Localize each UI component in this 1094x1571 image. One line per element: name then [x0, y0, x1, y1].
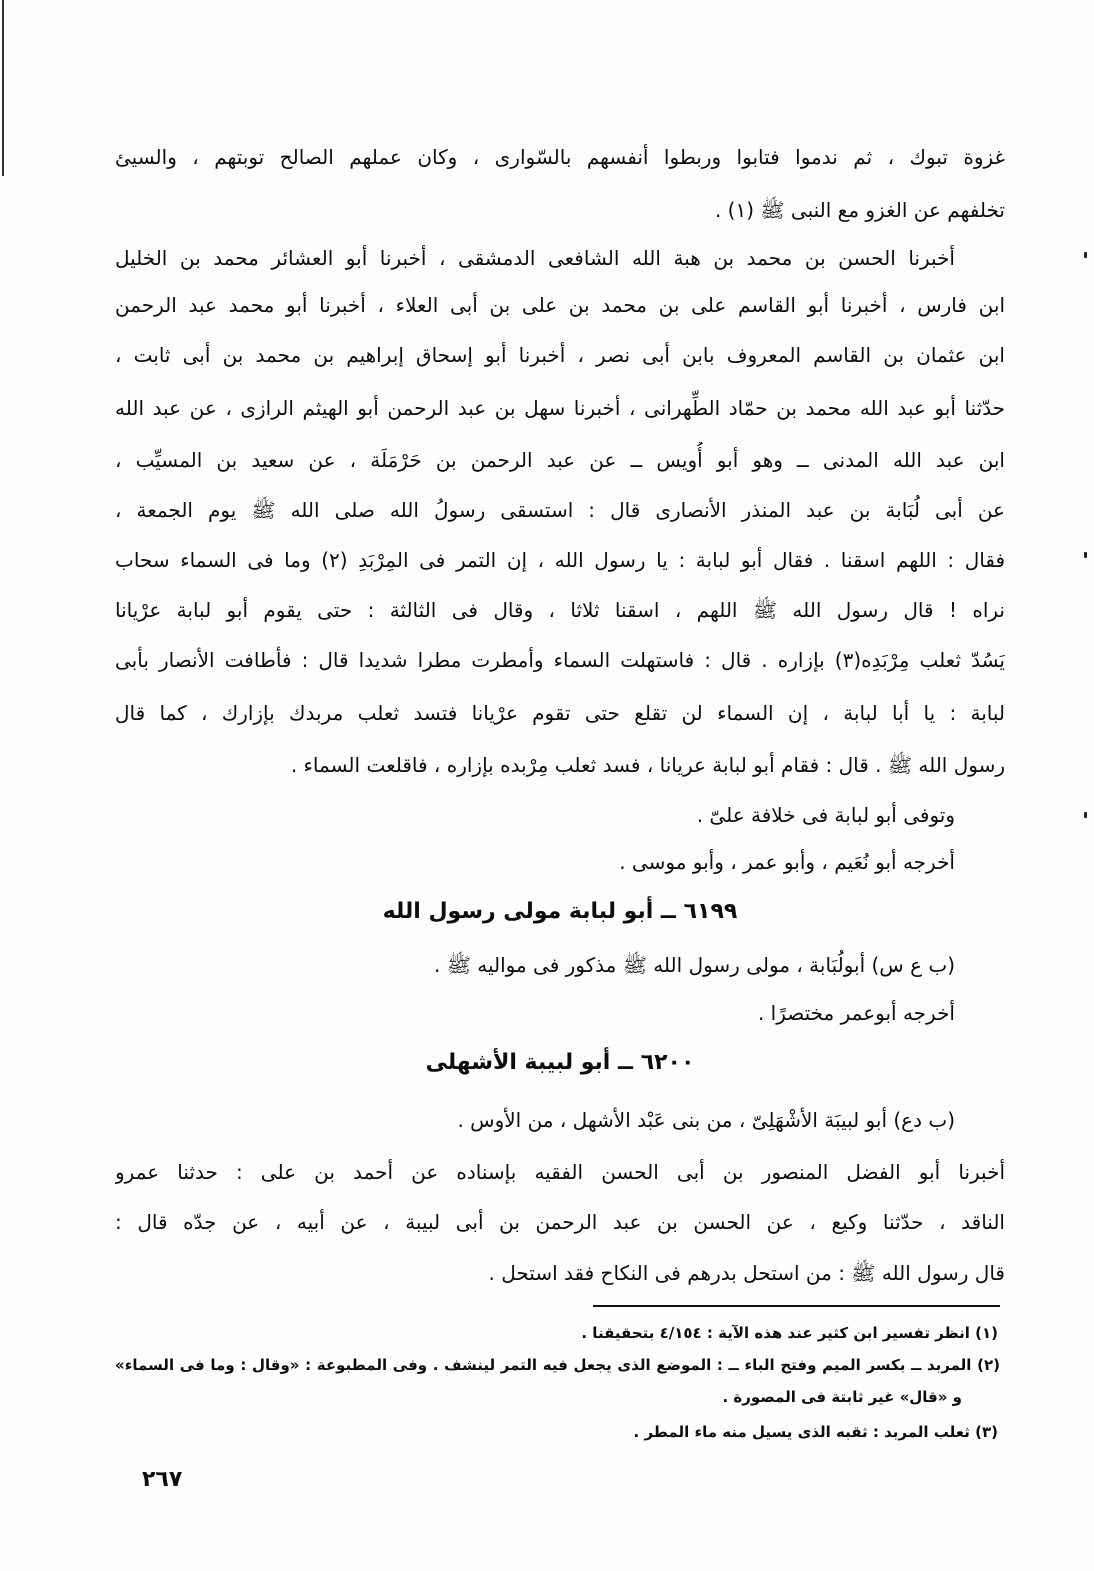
body-line: (ب ع س) أبولُبَابة ، مولى رسول الله ﷺ مذكور فى مواليه ﷺ . — [433, 953, 955, 977]
body-line: ابن فارس ، أخبرنا أبو القاسم على بن محمد بن على بن أبى العلاء ، أخبرنا أبو محمد عبد الرحمن — [115, 293, 1005, 317]
page-number: ٢٦٧ — [142, 1467, 183, 1492]
body-line: أخرجه أبوعمر مختصرًا . — [757, 1001, 955, 1025]
body-line: ابن عبد الله المدنى ــ وهو أبو أُويس ــ عن عبد الرحمن بن حَرْمَلَة ، عن سعيد بن المسيِّب ، — [115, 448, 1005, 472]
footnote-line: و «قال» غير ثابتة فى المصورة . — [722, 1388, 962, 1406]
entry-heading: ٦٢٠٠ ــ أبو لبيبة الأشهلى — [425, 1050, 695, 1075]
sources-note: أخرجه أبو نُعَيم ، وأبو عمر ، وأبو موسى . — [619, 850, 955, 874]
scan-margin-mark — [1084, 552, 1087, 558]
footnote-line: (٢) المربد ــ بكسر الميم وفتح الباء ــ : الموضع الذى يجعل فيه التمر لينشف . وفى المطبوعة : «وقال : وما فى السماء» — [115, 1356, 1000, 1374]
body-line: فقال : اللهم اسقنا . فقال أبو لبابة : يا رسول الله ، إن التمر فى المِرْبَدِ (٢) وما فى السماء سحاب — [115, 548, 1005, 572]
body-line: قال رسول الله ﷺ : من استحل بدرهم فى النكاح فقد استحل . — [488, 1261, 1005, 1285]
entry-heading: ٦١٩٩ ــ أبو لبابة مولى رسول الله — [382, 899, 738, 924]
body-line: الناقد ، حدّثنا وكيع ، عن الحسن بن عبد الرحمن بن أبى لبيبة ، عن أبيه ، عن جدّه قال : — [115, 1210, 1005, 1234]
body-line: نراه ! قال رسول الله ﷺ اللهم ، اسقنا ثلاثا ، وقال فى الثالثة : حتى يقوم أبو لبابة عرْيانا — [115, 598, 1005, 622]
scan-margin-mark — [1084, 252, 1087, 258]
body-line: أخبرنا الحسن بن محمد بن هبة الله الشافعى الدمشقى ، أخبرنا أبو العشائر محمد بن الخليل — [115, 246, 955, 270]
footnote-separator — [593, 1305, 1000, 1307]
scan-margin-mark — [1084, 812, 1087, 818]
body-line: لبابة : يا أبا لبابة ، إن السماء لن تقلع حتى تقوم عرْيانا فتسد ثعلب مربدك بإزارك ، كما قال — [115, 701, 1005, 725]
body-line: (ب دع) أبو لبيبَة الأشْهَلِىّ ، من بنى عَبْد الأشهل ، من الأوس . — [457, 1108, 955, 1132]
body-line: رسول الله ﷺ . قال : فقام أبو لبابة عريانا ، فسد ثعلب مِرْبده بإزاره ، فاقلعت السماء . — [290, 753, 1005, 777]
body-line: يَسُدّ ثعلب مِرْبَدِه(٣) بإزاره . قال : فاستهلت السماء وأمطرت مطرا شديدا قال : فأطافت الأنصار بأبى — [115, 648, 1005, 672]
body-line: غزوة تبوك ، ثم ندموا فتابوا وربطوا أنفسهم بالسّوارى ، وكان عملهم الصالح توبتهم ، والسيئ — [115, 145, 1005, 169]
body-line: عن أبى لُبَابة بن عبد المنذر الأنصارى قال : استسقى رسولُ الله صلى الله ﷺ يوم الجمعة ، — [115, 498, 1005, 522]
footnote-line: (١) انظر تفسير ابن كثير عند هذه الآية : ٤/١٥٤ بتحقيقنا . — [581, 1324, 998, 1342]
body-line: حدّثنا أبو عبد الله محمد بن حمّاد الطِّهرانى ، أخبرنا سهل بن عبد الرحمن أبو الهيثم الرازى ، عن عبد الله — [115, 396, 1005, 420]
body-line: تخلفهم عن الغزو مع النبى ﷺ (١) . — [714, 198, 1005, 222]
scan-border-line — [2, 0, 4, 176]
body-line: أخبرنا أبو الفضل المنصور بن أبى الحسن الفقيه بإسناده عن أحمد بن على : حدثنا عمرو — [115, 1160, 1005, 1184]
body-line: ابن عثمان بن القاسم المعروف بابن أبى نصر ، أخبرنا أبو إسحاق إبراهيم بن محمد بن أبى ثابت ، — [115, 343, 1005, 367]
death-note: وتوفى أبو لبابة فى خلافة علىّ . — [696, 803, 955, 827]
footnote-line: (٣) ثعلب المربد : ثقبه الذى يسيل منه ماء المطر . — [633, 1423, 998, 1441]
